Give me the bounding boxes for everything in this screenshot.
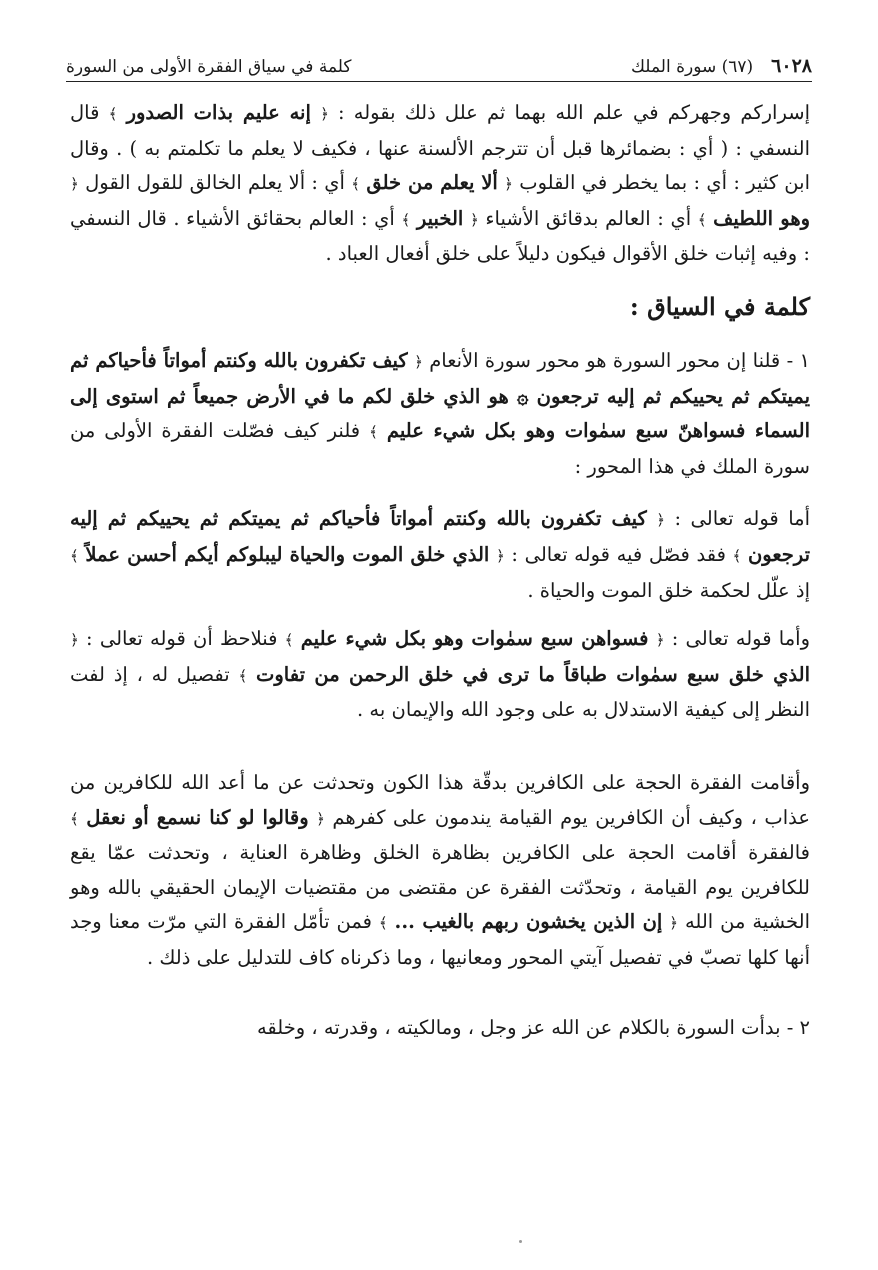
page-number: ٦٠٢٨ [771, 55, 812, 77]
text-span: إسراركم وجهركم في علم الله بهما ثم علل ذلك بقوله : [338, 101, 810, 124]
quran-close-bracket-icon: ﴾ [697, 210, 707, 229]
text-span: ١ - قلنا إن محور السورة هو محور سورة الأنعام [429, 348, 811, 372]
quran-quote: كيف تكفرون بالله وكنتم أمواتاً فأحياكم ثم يميتكم ثم يحييكم ثم إليه ترجعون [70, 507, 810, 566]
text-span: أي : العالم بدقائق الأشياء [485, 206, 692, 230]
text-span: فقد فصّل فيه قوله تعالى : [511, 542, 726, 566]
paragraph-2 [70, 344, 810, 484]
text-span: فمن تأمّل الفقرة التي مرّت معنا وجد أنها كلها تصبّ في تفصيل آيتي المحور ومعانيها ، وما ذكرناه كاف للتدليل على ذلك . [70, 910, 810, 969]
surah-label: (٦٧) سورة الملك [630, 57, 754, 77]
quran-open-bracket-icon: ﴿ [320, 105, 329, 123]
text-span: فنلاحظ أن قوله تعالى : [86, 627, 278, 651]
quran-quote: إن الذين يخشون ربهم بالغيب ... [394, 910, 663, 934]
quran-open-bracket-icon: ﴿ [70, 631, 79, 650]
quran-open-bracket-icon: ﴿ [495, 546, 505, 565]
text-span: أي : ألا يعلم الخالق للقول القول [85, 171, 345, 195]
text-span: قال النسفي : ( أي : بضمائرها قبل أن تترجم الألسنة عنها ، فكيف لا يعلم ما تكلمتم به ) . وقال ابن كثير : أي : بما يخطر في القلوب [70, 101, 810, 195]
quran-quote: الذي خلق سبع سمٰوات طباقاً ما ترى في خلق الرحمن من تفاوت [256, 662, 810, 686]
quran-close-bracket-icon: ﴾ [351, 175, 361, 194]
quran-quote: الذي خلق الموت والحياة ليبلوكم أيكم أحسن عملاً [85, 542, 490, 566]
quran-close-bracket-icon: ﴾ [401, 210, 411, 229]
quran-quote: ألا يعلم من خلق [366, 171, 498, 195]
quran-open-bracket-icon: ﴿ [316, 809, 325, 828]
paragraph-1 [70, 96, 810, 272]
paragraph-5 [70, 766, 810, 976]
paragraph-6 [70, 1011, 810, 1046]
page-speck [519, 1240, 522, 1243]
quran-quote: إنه عليم بذات الصدور [126, 101, 311, 124]
quran-close-bracket-icon: ﴾ [369, 423, 378, 442]
text-span: أما قوله تعالى : [674, 507, 810, 531]
quran-quote: الخبير [416, 206, 464, 230]
quran-close-bracket-icon: ﴾ [108, 105, 118, 123]
text-span: فلنر كيف فصّلت الفقرة الأولى من سورة الملك في هذا المحور : [70, 419, 810, 478]
quran-quote: وهو اللطيف [713, 206, 811, 230]
running-header [66, 38, 812, 82]
text-span: وأما قوله تعالى : [671, 627, 810, 651]
quran-close-bracket-icon: ﴾ [284, 631, 294, 650]
section-heading: كلمة في السياق : [629, 291, 810, 321]
quran-open-bracket-icon: ﴿ [70, 175, 79, 194]
quran-close-bracket-icon: ﴾ [378, 914, 388, 933]
text-span: إذ علّل لحكمة خلق الموت والحياة . [527, 578, 810, 602]
quran-close-bracket-icon: ﴾ [70, 546, 79, 565]
text-span: تفصيل له ، إذ لفت النظر إلى كيفية الاستدلال به على وجود الله والإيمان به . [70, 662, 810, 722]
quran-open-bracket-icon: ﴿ [669, 914, 679, 933]
paragraph-3 [70, 502, 810, 608]
quran-close-bracket-icon: ﴾ [732, 546, 742, 565]
quran-open-bracket-icon: ﴿ [504, 175, 513, 194]
section-title: كلمة في سياق الفقرة الأولى من السورة [66, 57, 352, 77]
quran-open-bracket-icon: ﴿ [414, 352, 423, 371]
text-span: فالفقرة أقامت الحجة على الكافرين بظاهرة الخلق وظاهرة العناية ، وتحدثت عمّا يقع للكافرين يوم القيامة ، وتحدّثت الفقرة عن مقتضى من مقتضيات الإيمان الحقيقي بالله وهو الخشية من الله [70, 841, 810, 934]
quran-open-bracket-icon: ﴿ [469, 210, 479, 229]
quran-open-bracket-icon: ﴿ [655, 631, 665, 650]
quran-close-bracket-icon: ﴾ [70, 809, 79, 828]
text-span: أي : العالم بحقائق الأشياء . قال النسفي : وفيه إثبات خلق الأقوال فيكون دليلاً على خلق أفعال العباد . [70, 206, 810, 266]
quran-quote: وقالوا لو كنا نسمع أو نعقل [86, 805, 309, 829]
quran-quote: فسواهن سبع سمٰوات وهو بكل شيء عليم [300, 627, 649, 651]
quran-quote: كيف تكفرون بالله وكنتم أمواتاً فأحياكم ثم يميتكم ثم يحييكم ثم إليه ترجعون ۞ هو الذي خلق لكم ما في الأرض جميعاً ثم استوى إلى السماء فسواهنّ سبع سمٰوات وهو بكل شيء عليم [70, 348, 811, 443]
main-text [70, 96, 810, 1046]
text-span: ٢ - بدأت السورة بالكلام عن الله عز وجل ، ومالكيته ، وقدرته ، وخلقه [256, 1016, 810, 1040]
header-right-group [631, 55, 812, 77]
paragraph-4 [70, 622, 810, 728]
quran-open-bracket-icon: ﴿ [656, 511, 666, 530]
quran-close-bracket-icon: ﴾ [238, 666, 248, 685]
text-span: وأقامت الفقرة الحجة على الكافرين بدقّة هذا الكون وتحدثت عن ما أعد الله للكافرين من عذاب ، وكيف أن الكافرين يوم القيامة يندمون على كفرهم [70, 770, 810, 829]
